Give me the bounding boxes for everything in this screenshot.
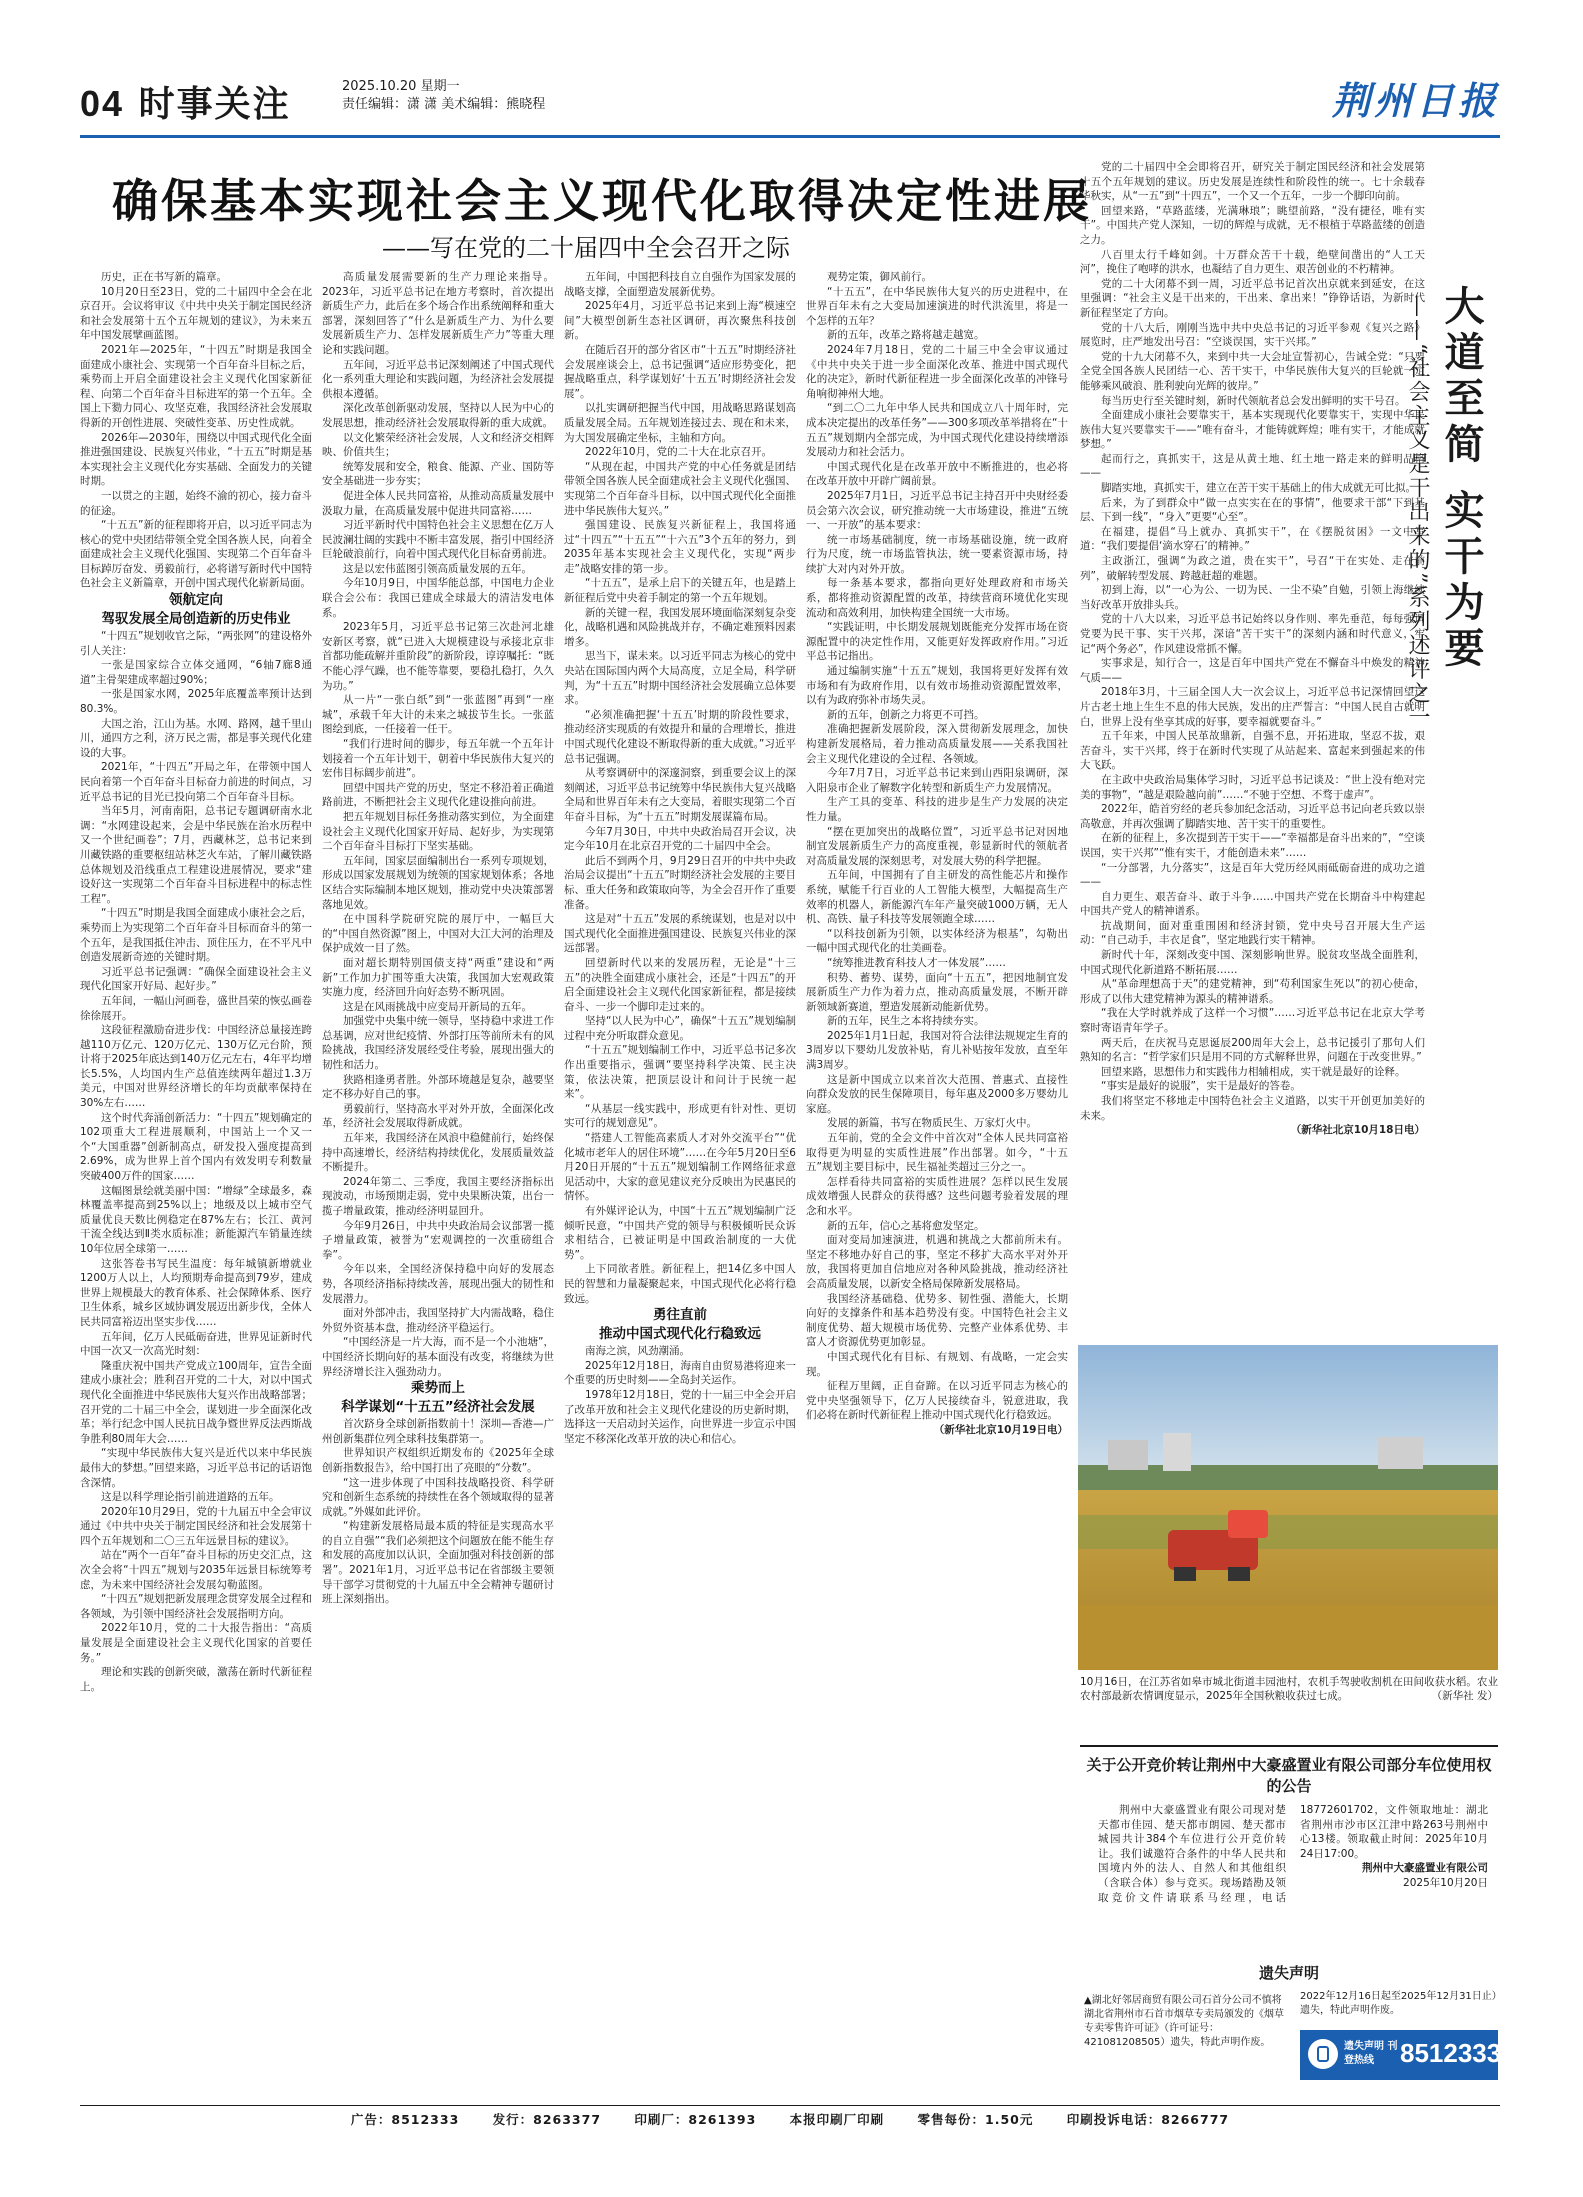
paragraph: “十五五”规划编制工作中，习近平总书记多次作出重要指示，强调“要坚持科学决策、民主决策，依法决策，把顶层设计和问计于民统一起来”。 (564, 1044, 796, 1101)
rice-harvest-photo (1078, 1345, 1498, 1670)
notice-date: 2025年10月20日 (1403, 1876, 1488, 1889)
paragraph: 理论和实践的创新突破，激荡在新时代新征程上。 (80, 1666, 312, 1693)
paragraph: 习近平总书记强调：“确保全面建设社会主义现代化国家开好局、起好步。” (80, 965, 312, 993)
paragraph: 这个时代奔涌创新活力：“十四五”规划确定的102项重大工程进展顺利，中国站上一个又一个“大国重器”创新制高点，研发投入强度提高到2.69%，成为世界上首个国内有效发明专利数量突破400万件的国家…… (80, 1111, 312, 1183)
paragraph: 南海之滨，风劲潮涌。 (585, 1345, 690, 1358)
paragraph: 中国式现代化是在改革开放中不断推进的，也必将在改革开放中开辟广阔前景。 (806, 460, 1068, 488)
paragraph: 五年间，习近平总书记深刻阐述了中国式现代化一系列重大理论和实践问题，为经济社会发展提供根本遵循。 (322, 358, 554, 400)
paragraph: 每一条基本要求，都指向更好处理政府和市场关系，都将推动资源配置的改革，持续营商环境优化实现流动和高效利用，加快构建全国统一大市场。 (806, 577, 1068, 619)
section-2-title-b: 科学谋划“十五五”经济社会发展 (341, 1399, 535, 1416)
paragraph: 狭路相逢勇者胜。外部环境越是复杂，越要坚定不移办好自己的事。 (322, 1073, 554, 1101)
paragraph: “十五五”，在中华民族伟大复兴的历史进程中，在世界百年未有之大变局加速演进的时代洪流里，将是一个怎样的五年？ (806, 285, 1068, 327)
transfer-notice (1080, 1745, 1498, 1957)
paragraph: 1978年12月18日，党的十一届三中全会开启了改革开放和社会主义现代化建设的历史新时期，选择这一天启动封关运作，向世界进一步宣示中国坚定不移深化改革开放的决心和信心。 (564, 1388, 796, 1445)
page-number: 04 (80, 83, 125, 124)
paragraph: 这是以科学理论指引前进道路的五年。 (101, 1491, 280, 1504)
paragraph: 每当历史行至关键时刻，新时代领航者总会发出鲜明的实干号召。 (1101, 394, 1406, 407)
paragraph: 五千年来，中国人民革故鼎新，自强不息，开拓进取，坚忍不拔，艰苦奋斗，实干兴邦，终于在新时代实现了从站起来、富起来到强起来的伟大飞跃。 (1080, 730, 1425, 772)
series-body (1080, 160, 1425, 1350)
paragraph: 发展的新篇，书写在物质民生、万家灯火中。 (827, 1117, 1037, 1130)
paragraph: 回望来路，“草路蓝缕，光满琳琅”；眺望前路，“没有捷径，唯有实干”。中国共产党人深知，一切的辉煌与成就，无不根植于草路蓝缕的创造之力。 (1080, 204, 1425, 246)
paragraph: “一分部署，九分落实”，这是百年大党历经风雨砥砺奋进的成功之道—— (1080, 861, 1425, 889)
paragraph: “搭建人工智能高素质人才对外交流平台”“优化城市老年人的居住环境”……在今年5月20日至6月20日开展的“十五五”规划编制工作网络征求意见活动中，大家的意见建议充分反映出为民惠民的情怀。 (564, 1132, 796, 1203)
masthead (80, 70, 1500, 130)
paragraph: 2026年—2030年，围绕以中国式现代化全面推进强国建设、民族复兴伟业，“十五五”时期是基本实现社会主义现代化夯实基础、全面发力的关键时期。 (80, 431, 312, 488)
section-2-title-a: 乘势而上 (411, 1380, 465, 1397)
paragraph: 习近平新时代中国特色社会主义思想在亿万人民波澜壮阔的实践中不断丰富发展，指引中国经济巨轮破浪前行，向着中国式现代化目标奋勇前进。 (322, 519, 554, 561)
paragraph: 在福建，提倡“马上就办、真抓实干”，在《摆脱贫困》一文中写道：“我们要提倡‘滴水穿石’的精神。” (1080, 525, 1425, 553)
paragraph: 面对外部冲击，我国坚持扩大内需战略，稳住外贸外资基本盘，推动经济平稳运行。 (322, 1307, 554, 1334)
paragraph: 当年5月，河南南阳，总书记专题调研南水北调：“水网建设起来，会是中华民族在治水历程中又一个世纪画卷”；7月，西藏林芝，总书记来到川藏铁路的重要枢纽站林芝火车站，了解川藏铁路总体规划及沿线重点工程建设进展情况，要求“建设好这一实现第二个百年奋斗目标进程中的标志性工程”。 (80, 805, 312, 905)
paragraph: “十五五”，是承上启下的关键五年，也是踏上新征程后党中央着手制定的第一个五年规划。 (564, 577, 796, 605)
paragraph: “十四五”规划把新发展理念贯穿发展全过程和各领域，为引领中国经济社会发展指明方向。 (80, 1593, 312, 1620)
section-3-title-b: 推动中国式现代化行稳致远 (599, 1326, 761, 1343)
article-signoff: （新华社北京10月19日电） (933, 1423, 1068, 1436)
paragraph: 10月20日至23日，党的二十届四中全会在北京召开。会议将审议《中共中央关于制定国民经济和社会发展第十五个五年规划的建议》，为未来五年中国发展擘画蓝图。 (80, 285, 312, 342)
paragraph: 在主政中央政治局集体学习时，习近平总书记谈及：“世上没有绝对完美的事物”，“越是艰险越向前”……“不驰于空想、不骛于虚声”。 (1080, 773, 1425, 801)
paragraph: “从基层一线实践中，形成更有针对性、更切实可行的规划意见”。 (564, 1102, 796, 1130)
paragraph: 2025年1月1日起，我国对符合法律法规规定生育的3周岁以下婴幼儿发放补贴，育儿补贴按年发放，直至年满3周岁。 (806, 1029, 1068, 1072)
paragraph: “实践证明，中长期发展规划既能充分发挥市场在资源配置中的决定性作用，又能更好发挥政府作用。”习近平总书记指出。 (806, 621, 1068, 663)
paragraph: 2020年10月29日，党的十九届五中全会审议通过《中共中央关于制定国民经济和社会发展第十四个五年规划和二〇三五年远景目标的建议》。 (80, 1505, 312, 1547)
section-name: 时事关注 (138, 84, 291, 125)
paragraph: 大国之治，江山为基。水网、路网，越千里山川，通四方之利，济万民之需，都是事关现代化建设的大事。 (80, 717, 312, 759)
paragraph: 在新的征程上，多次提到苦干实干——“幸福都是奋斗出来的”，“空谈误国，实干兴邦”“惟有实干，才能创造未来”…… (1080, 832, 1425, 859)
paragraph: 通过编制实施“十五五”规划，我国将更好发挥有效市场和有为政府作用，以有效市场推动资源配置效率，以有为政府弥补市场失灵。 (806, 665, 1068, 707)
paragraph: 五年来，我国经济在风浪中稳健前行，始终保持中高速增长，经济结构持续优化，发展质量效益不断提升。 (322, 1132, 554, 1174)
footer-printed-by: 本报印刷厂印刷 (789, 2112, 885, 2127)
paragraph: 深化改革创新驱动发展，坚持以人民为中心的发展思想，推动经济社会发展取得新的重大成就。 (322, 402, 554, 429)
notice-company: 荆州中大豪盛置业有限公司 (1362, 1862, 1488, 1875)
section-1-title-a: 领航定向 (169, 592, 223, 609)
paragraph: 一张是国家水网，2025年底覆盖率预计达到80.3%。 (80, 688, 312, 716)
paragraph: 这是对“十五五”发展的系统谋划，也是对以中国式现代化全面推进强国建设、民族复兴伟业的深远部署。 (564, 913, 796, 955)
lost-notice-item: ▲湖北好邻居商贸有限公司石首分公司不慎将湖北省荆州市石首市烟草专卖局颁发的《烟草专卖零售许可证》（许可证号：421081208505）遗失，特此声明作废。 (1084, 1995, 1284, 2048)
footer-rule (80, 2105, 1500, 2106)
paragraph: 高质量发展需要新的生产力理论来指导。2023年，习近平总书记在地方考察时，首次提出新质生产力，此后在多个场合作出系统阐释和重大部署，深刻回答了“什么是新质生产力、为什么要发展新质生产力、怎样发展新质生产力”等重大理论和实践问题。 (322, 271, 554, 356)
paragraph: 从考察调研中的深邃洞察，到重要会议上的深刻阐述，习近平总书记统筹中华民族伟大复兴战略全局和世界百年未有之大变局，着眼实现第二个百年奋斗目标，为“十五五”时期发展谋篇布局。 (564, 767, 796, 823)
paragraph: 后来，为了到群众中“做一点实实在在的事情”，他要求干部“下到基层、下到一线”，“身入”更要“心至”。 (1080, 496, 1425, 524)
paragraph: 党的二十届四中全会即将召开，研究关于制定国民经济和社会发展第十五个五年规划的建议。历史发展是连续性和阶段性的统一。七十余载春华秋实，从“一五”到“十四五”，一个又一个五年，一步一个脚印向前。 (1080, 161, 1425, 203)
footer-ad: 广告：8512333 (350, 2112, 460, 2127)
paragraph: 新时代十年，深刻改变中国、深刻影响世界。脱贫攻坚战全面胜利，中国式现代化新道路不断拓展…… (1080, 949, 1425, 976)
paragraph: 回望新时代以来的发展历程，无论是“十三五”的决胜全面建成小康社会，还是“十四五”的开启全面建设社会主义现代化国家新征程，都是接续奋斗、一步一个脚印走过来的。 (564, 956, 796, 1013)
editors-line: 责任编辑：潇 潇 美术编辑：熊晓程 (342, 97, 546, 112)
article-column-4 (806, 270, 1068, 2100)
phone-icon (1308, 2039, 1338, 2069)
paragraph: 坚持“以人民为中心”，确保“十五五”规划编制过程中充分听取群众意见。 (564, 1015, 796, 1042)
paragraph: 五年前，党的全会文件中首次对“全体人民共同富裕取得更为明显的实质性进展”作出部署。如今，“十五五”规划主要目标中，民生福祉类超过三分之一。 (806, 1132, 1068, 1174)
paragraph: 今年9月26日，中共中央政治局会议部署一揽子增量政策，被誉为“宏观调控的一次重磅组合拳”。 (322, 1219, 554, 1261)
hotline-number: 8512333 (1400, 2038, 1502, 2068)
paragraph: 自力更生、艰苦奋斗、敢于斗争……中国共产党在长期奋斗中构建起中国共产党人的精神谱系。 (1080, 890, 1425, 918)
paragraph: 加强党中央集中统一领导，坚持稳中求进工作总基调，应对世纪疫情、外部打压等前所未有的风险挑战，我国经济发展经受住考验，展现出强大的韧性和活力。 (322, 1015, 554, 1072)
paragraph: 这是以宏伟蓝图引领高质量发展的五年。 (343, 562, 532, 575)
paragraph: 世界知识产权组织近期发布的《2025年全球创新指数报告》，给中国打出了亮眼的“分数”。 (322, 1447, 554, 1474)
paragraph: 面对超长期特别国债支持“两重”建设和“两新”工作加力扩围等重大决策，我国加大宏观政策实施力度，经济回升向好态势不断巩固。 (322, 956, 554, 999)
paragraph: 这幅图景绘就美丽中国：“增绿”全球最多，森林覆盖率提高到25%以上；地级及以上城市空气质量优良天数比例稳定在87%左右；长江、黄河干流全线达到Ⅱ类水质标准；新能源汽车销量连续10年位居全球第一…… (80, 1184, 312, 1255)
series-title (1405, 285, 1490, 745)
caption-text: 10月16日，在江苏省如皋市城北街道丰园池村，农机手驾驶收割机在田间收获水稻。农业农村部最新农情调度显示，2025年全国秋粮收获过七成。 (1080, 1676, 1498, 1702)
paragraph: “实现中华民族伟大复兴是近代以来中华民族最伟大的梦想。”回望来路，习近平总书记的话语饱含深情。 (80, 1447, 312, 1489)
section-1-title-b: 驾驭发展全局创造新的历史伟业 (101, 611, 291, 628)
newspaper-logo: 荆州日报 (1331, 78, 1500, 123)
article-column-2 (322, 270, 554, 2100)
paragraph: 从“革命理想高于天”的建党精神，到“苟利国家生死以”的初心使命，形成了以伟大建党精神为源头的精神谱系。 (1080, 978, 1425, 1005)
paragraph: “以科技创新为引领，以实体经济为根基”，勾勒出一幅中国式现代化的壮美画卷。 (806, 927, 1068, 955)
paragraph: 一以贯之的主题，始终不渝的初心，接力奋斗的征途。 (80, 489, 312, 517)
paragraph: 怎样看待共同富裕的实质性进展？怎样以民生发展成效增强人民群众的获得感？这些问题考验着发展的理念和水平。 (806, 1175, 1068, 1217)
paragraph: 新的关键一程，我国发展环境面临深刻复杂变化，战略机遇和风险挑战并存，不确定难预料因素增多。 (564, 606, 796, 648)
footer-distribution: 发行：8263377 (492, 2112, 602, 2127)
news-photo (1078, 1345, 1498, 1670)
paragraph: 党的二十大闭幕不到一周，习近平总书记首次出京就来到延安，在这里强调：“社会主义是干出来的，干出来、拿出来！”铮铮话语，为新时代新征程坚定了方向。 (1080, 277, 1425, 319)
paragraph: 面对变局加速演进，机遇和挑战之大都前所未有。坚定不移地办好自己的事，坚定不移扩大高水平对外开放，我国将更加自信地应对各种风险挑战，推动经济社会高质量发展，以新安全格局保障新发展格局。 (806, 1234, 1068, 1290)
paragraph: 站在“两个一百年”奋斗目标的历史交汇点，这次全会将“十四五”规划与2035年远景目标统筹考虑，为未来中国经济社会发展勾勒蓝图。 (80, 1549, 312, 1591)
notice-text: 荆州中大豪盛置业有限公司现对楚天都市佳园、楚天都市朗园、楚天都市城园共计384个车位进行公开竞价转让。我们诚邀符合条件的中华人民共和国境内外的法人、自然人和其他组织（含联合体）参与竞买。现场踏勘及领取竞价文件请联系马经理，电话18772601702，文件领取地址：湖北省荆州市沙市区江津中路263号荆州中心13楼。领取截止时间：2025年10月24日17:00。 (1098, 1804, 1488, 1904)
series-signoff: （新华社北京10月18日电） (1290, 1124, 1425, 1137)
photo-credit: （新华社 发） (1431, 1690, 1498, 1702)
paragraph: 2018年3月，十三届全国人大一次会议上，习近平总书记深情回望这片古老土地上生生不息的伟大民族，发出的庄严誓言：“中国人民自古就明白，世界上没有坐享其成的好事，要幸福就要奋斗。” (1080, 686, 1425, 728)
paragraph: “我在大学时就养成了这样一个习惯”……习近平总书记在北京大学考察时寄语青年学子。 (1080, 1007, 1425, 1035)
paragraph: 这是新中国成立以来首次大范围、普惠式、直接性向群众发放的民生保障项目，每年惠及2000多万婴幼儿家庭。 (806, 1073, 1068, 1115)
paragraph: “事实是最好的说服”，实干是最好的答卷。 (1101, 1080, 1301, 1093)
article-subhead: ——写在党的二十届四中全会召开之际 (382, 234, 790, 262)
paragraph: 促进全体人民共同富裕，从推动高质量发展中汲取力量，在高质量发展中促进共同富裕…… (322, 489, 554, 517)
paragraph: 五年间，一幅山河画卷，盛世昌荣的恢弘画卷徐徐展开。 (80, 994, 312, 1022)
page-footer (80, 2110, 1500, 2128)
paragraph: “我们行进时间的脚步，每五年就一个五年计划接着一个五年计划干，朝着中华民族伟大复兴的宏伟目标阔步前进”。 (322, 738, 554, 780)
paragraph: 八百里太行千峰如剑。十万群众苦干十载，绝壁间凿出的“人工天河”，挽住了咆哮的洪水，也凝结了自力更生、艰苦创业的不朽精神。 (1080, 248, 1425, 276)
paragraph: “十四五”规划收官之际，“两张网”的建设格外引人关注： (80, 630, 312, 657)
paragraph: 回望来路，思想伟力和实践伟力相辅相成，实干就是最好的诠释。 (1101, 1065, 1406, 1078)
paragraph: 起而行之，真抓实干，这是从黄土地、红土地一路走来的鲜明品格—— (1080, 452, 1425, 480)
paragraph: 今年10月9日，中国华能总部，中国电力企业联合会公布：我国已建成全球最大的清洁发电体系。 (322, 577, 554, 619)
section-3-title-a: 勇往直前 (653, 1307, 707, 1324)
paragraph: 今年7月30日，中共中央政治局召开会议，决定今年10月在北京召开党的二十届四中全会。 (564, 825, 796, 853)
paragraph: 五年间，国家层面编制出台一系列专项规划，形成以国家发展规划为统领的国家规划体系；各地区结合实际编制本地区规划，推动党中央决策部署落地见效。 (322, 854, 554, 911)
paragraph: 中国式现代化有目标、有规划、有战略，一定会实现。 (806, 1350, 1068, 1378)
paragraph: “构建新发展格局最本质的特征是实现高水平的自立自强”“我们必须把这个问题放在能不能生存和发展的高度加以认识，全面加强对科技创新的部署”。2021年1月，习近平总书记在省部级主要领导干部学习贯彻党的十九届五中全会精神专题研讨班上深刻指出。 (322, 1520, 554, 1606)
masthead-rule (80, 135, 1500, 138)
paragraph: 五年间，亿万人民砥砺奋进，世界见证新时代中国一次又一次高光时刻： (80, 1330, 312, 1358)
paragraph: 新的五年，信心之基将愈发坚定。 (827, 1219, 985, 1232)
paragraph: 今年7月7日，习近平总书记来到山西阳泉调研，深入阳泉市企业了解数字化转型和新质生产力发展情况。 (806, 767, 1068, 794)
paragraph: 脚踏实地，真抓实干，建立在苦干实干基础上的伟大成就无可比拟。 (1101, 482, 1416, 495)
paragraph: 统筹发展和安全，粮食、能源、产业、国防等安全基础进一步夯实； (322, 460, 554, 488)
paragraph: 新的五年，改革之路将越走越宽。 (827, 329, 985, 342)
photo-caption (1080, 1675, 1498, 1703)
paragraph: 今年以来，全国经济保持稳中向好的发展态势，各项经济指标持续改善，展现出强大的韧性和发展潜力。 (322, 1263, 554, 1305)
paragraph: 这张答卷书写民生温度：每年城镇新增就业1200万人以上，人均预期寿命提高到79岁，建成世界上规模最大的教育体系、社会保障体系、医疗卫生体系，城乡区域协调发展迈出新步伐，全体人民共同富裕迈出坚实步伐…… (80, 1257, 312, 1328)
paragraph: 此后不到两个月，9月29日召开的中共中央政治局会议提出“十五五”时期经济社会发展的主要目标、重大任务和政策取向等，为全会召开作了重要准备。 (564, 854, 796, 911)
paragraph: “统筹推进教育科技人才一体发展”…… (827, 956, 1006, 969)
page-label (80, 76, 291, 127)
paragraph: 以扎实调研把握当代中国，用战略思路谋划高质量发展全局。五年规划连接过去、现在和未来，为大国发展确定坐标，主轴和方向。 (564, 402, 796, 444)
paragraph: 初到上海，以“一心为公、一切为民、一尘不染”自勉，引领上海继续当好改革开放排头兵。 (1080, 584, 1425, 611)
paragraph: 我们将坚定不移地走中国特色社会主义道路，以实干开创更加美好的未来。 (1080, 1095, 1425, 1122)
paragraph: 2025年7月1日，习近平总书记主持召开中央财经委员会第六次会议，研究推动统一大市场建设，推进“五统一、一开放”的基本要求： (806, 489, 1068, 532)
series-sub-title: ——“社会主义是干出来的”系列述评之一 (1405, 295, 1430, 730)
paragraph: 抗战期间，面对重重围困和经济封锁，党中央号召开展大生产运动：“自己动手，丰衣足食”，坚定地践行实干精神。 (1080, 919, 1425, 947)
lost-notice-item-2: 2022年12月16日起至2025年12月31日止）遗失，特此声明作废。 (1300, 1991, 1497, 2016)
article-column-1 (80, 270, 312, 2100)
hotline-banner (1300, 2030, 1502, 2080)
paragraph: 新的五年，民生之本将持续夯实。 (827, 1015, 985, 1028)
notice-title: 关于公开竞价转让荆州中大豪盛置业有限公司部分车位使用权的公告 (1086, 1756, 1492, 1795)
article-column-3 (564, 270, 796, 2100)
paragraph: 征程万里阔，正自奋蹄。在以习近平同志为核心的党中央坚强领导下，亿万人民接续奋斗，锐意进取，我们必将在新时代新征程上推动中国式现代化行稳致远。 (806, 1380, 1068, 1422)
paragraph: 有外媒评论认为，中国“十五五”规划编制广泛倾听民意，“中国共产党的领导与积极倾听民众诉求相结合，已被证明是中国政治制度的一大优势”。 (564, 1205, 796, 1261)
paragraph: 2021年，“十四五”开局之年，在带领中国人民向着第一个百年奋斗目标奋力前进的时间点，习近平总书记的目光已投向第二个百年奋斗目标。 (80, 761, 312, 803)
paragraph: 新的五年，创新之力将更不可挡。 (827, 708, 985, 721)
paragraph: 准确把握新发展阶段，深入贯彻新发展理念，加快构建新发展格局，着力推动高质量发展——关系我国社会主义现代化建设的全过程、各领域。 (806, 723, 1068, 765)
paragraph: “十五五”新的征程即将开启，以习近平同志为核心的党中央团结带领全党全国各族人民，向着全面建成社会主义现代化强国、实现第二个百年奋斗目标踔厉奋发、勇毅前行，必将谱写新时代中国特色社会主义新篇章，开创中国式现代化崭新局面。 (80, 519, 312, 590)
paragraph: 统一市场基础制度，统一市场基础设施，统一政府行为尺度，统一市场监管执法，统一要素资源市场，持续扩大对内对外开放。 (806, 533, 1068, 575)
paragraph: “必须准确把握‘十五五’时期的阶段性要求，推动经济实现质的有效提升和量的合理增长，推进中国式现代化建设不断取得新的重大成就。”习近平总书记强调。 (564, 708, 796, 765)
paragraph: 党的十八大以来，习近平总书记始终以身作则、率先垂范，每每强调党要为民干事、实干兴邦，深谙“苦干实干”的深刻内涵和时代意义，牢记“两个务必”，作风建设常抓不懈。 (1080, 613, 1425, 655)
paragraph: 五年间，中国把科技自立自强作为国家发展的战略支撑，全面塑造发展新优势。 (564, 271, 796, 298)
paragraph: 一张是国家综合立体交通网，“6轴7廊8通道”主骨架建成率超过90%； (80, 659, 312, 686)
paragraph: 2024年第二、三季度，我国主要经济指标出现波动，市场预期走弱，党中央果断决策，出台一揽子增量政策，推动经济明显回升。 (322, 1175, 554, 1217)
paragraph: 观势定策，御风前行。 (827, 271, 932, 283)
paragraph: “到二〇二九年中华人民共和国成立八十周年时，完成本决定提出的改革任务”——300多项改革举措将在“十五五”规划期内全部完成，为中国式现代化建设持续增添发展动力和社会活力。 (806, 402, 1068, 459)
issue-date: 2025.10.20 星期一 (342, 79, 460, 94)
paragraph: 全面建成小康社会要靠实干，基本实现现代化要靠实干，实现中华民族伟大复兴要靠实干——“唯有奋斗，才能铸就辉煌；唯有实干，才能成就梦想。” (1080, 409, 1425, 451)
lost-notice-title: 遗失声明 (1258, 1964, 1319, 1982)
hotline-label: 遗失声明 刊登热线 (1344, 2041, 1398, 2066)
paragraph: 我国经济基础稳、优势多、韧性强、潜能大，长期向好的支撑条件和基本趋势没有变。中国特色社会主义制度优势、超大规模市场优势、完整产业体系优势、丰富人才资源优势更加彰显。 (806, 1292, 1068, 1349)
paragraph: 2022年10月，党的二十大在北京召开。 (585, 446, 773, 459)
paragraph: 把五年规划目标任务推动落实到位，为全面建设社会主义现代化国家开好局、起好步，为实现第二个百年奋斗目标打下坚实基础。 (322, 810, 554, 853)
paragraph: 实事求是，知行合一，这是百年中国共产党在不懈奋斗中焕发的精神气质—— (1080, 657, 1425, 684)
paragraph: 思当下，谋未来。以习近平同志为核心的党中央站在国际国内两个大局高度，立足全局，科学研判，为“十五五”时期中国经济社会发展确立总体要求。 (564, 650, 796, 707)
paragraph: 党的十八大后，刚刚当选中共中央总书记的习近平参观《复兴之路》展览时，庄严地发出号召：“空谈误国，实干兴邦。” (1080, 321, 1425, 349)
paragraph: “摆在更加突出的战略位置”，习近平总书记对因地制宜发展新质生产力的高度重视，彰显新时代的领航者对高质量发展的深刻思考，对发展大势的科学把握。 (806, 825, 1068, 867)
paragraph: “从现在起，中国共产党的中心任务就是团结带领全国各族人民全面建成社会主义现代化强国、实现第二个百年奋斗目标，以中国式现代化全面推进中华民族伟大复兴。” (564, 460, 796, 517)
paragraph: 生产工具的变革、科技的进步是生产力发展的决定性力量。 (806, 796, 1068, 823)
footer-price: 零售每份：1.50元 (917, 2112, 1034, 2127)
paragraph: 以文化繁荣经济社会发展，人文和经济交相辉映、价值共生； (322, 431, 554, 459)
paragraph: 从一片“一张白纸”到“一张蓝图”再到“一座城”，承载千年大计的未来之城拔节生长。一张蓝图绘到底，一任接着一任干。 (322, 694, 554, 736)
footer-complaint: 印刷投诉电话：8266777 (1066, 2112, 1230, 2127)
paragraph: “这一进步体现了中国科技战略投资、科学研究和创新生态系统的持续性在各个领域取得的显著成就。”外媒如此评价。 (322, 1476, 554, 1518)
paragraph: 在随后召开的部分省区市“十五五”时期经济社会发展座谈会上，总书记强调“适应形势变化，把握战略重点，科学谋划好‘十五五’时期经济社会发展”。 (564, 343, 796, 400)
paragraph: 勇毅前行，坚持高水平对外开放，全面深化改革，经济社会发展取得新成就。 (322, 1102, 554, 1130)
paragraph: 历史，正在书写新的篇章。 (101, 271, 227, 283)
paragraph: 2025年4月，习近平总书记来到上海“模速空间”大模型创新生态社区调研，再次聚焦科技创新。 (564, 300, 796, 342)
paragraph: 首次跻身全球创新指数前十！深圳—香港—广州创新集群位列全球科技集群第一。 (322, 1418, 554, 1445)
paragraph: 2023年5月，习近平总书记第三次赴河北雄安新区考察，就“已进入大规模建设与承接北京非首都功能疏解并重阶段”的新阶段，谆谆嘱托：“既不能心浮气躁，也不能等靠要，要稳扎稳打，久久为功。” (322, 621, 554, 692)
notice-body (1098, 1803, 1488, 1905)
paragraph: 2024年7月18日，党的二十届三中全会审议通过《中共中央关于进一步全面深化改革、推进中国式现代化的决定》，新时代新征程进一步全面深化改革的冲锋号角响彻神州大地。 (806, 343, 1068, 400)
paragraph: 这段征程激励奋进步伐：中国经济总量接连跨越110万亿元、120万亿元、130万亿元台阶，预计将于2025年底达到140万亿元左右，4年平均增长5.5%，人均国内生产总值连续两年超过1.3万美元，中国对世界经济增长的年均贡献率保持在30%左右…… (80, 1024, 312, 1110)
paragraph: 党的十九大闭幕不久，来到中共一大会址宣誓初心，告诫全党：“只要全党全国各族人民团结一心、苦干实干，中华民族伟大复兴的巨轮就一定能够乘风破浪、胜利驶向光辉的彼岸。” (1080, 350, 1425, 392)
paragraph: 上下同欲者胜。新征程上，把14亿多中国人民的智慧和力量凝聚起来，中国式现代化必将行稳致远。 (564, 1263, 796, 1305)
paragraph: 回望中国共产党的历史，坚定不移沿着正确道路前进，不断把社会主义现代化建设推向前进。 (322, 781, 554, 809)
paragraph: 2021年—2025年，“十四五”时期是我国全面建成小康社会、实现第一个百年奋斗目标之后，乘势而上开启全面建设社会主义现代化国家新征程、向第二个百年奋斗目标进军的第一个五年。全国上下勠力同心、攻坚克难，我国经济社会发展取得新的开创性进展、突破性变革、历史性成就。 (80, 343, 312, 429)
paragraph: 2022年10月，党的二十大报告指出：“高质量发展是全面建设社会主义现代化国家的首要任务。” (80, 1622, 312, 1664)
paragraph: 强国建设、民族复兴新征程上，我国将通过“十四五”“十五五”“十六五”3个五年的努力，到2035年基本实现社会主义现代化，实现“两步走”战略安排的第一步。 (564, 519, 796, 575)
article-headline: 确保基本实现社会主义现代化取得决定性进展 (112, 174, 1092, 228)
paragraph: 这是在风雨挑战中应变局开新局的五年。 (343, 1000, 532, 1013)
paragraph: 五年间，中国拥有了自主研发的高性能芯片和操作系统，赋能千行百业的人工智能大模型，大幅提高生产效率的机器人，新能源汽车年产量突破1000万辆，无人机、高铁、量子科技等发展领跑全球…… (806, 869, 1068, 926)
paragraph: “中国经济是一片大海，而不是一个小池塘”，中国经济长期向好的基本面没有改变，将继续为世界经济增长注入强劲动力。 (322, 1336, 554, 1378)
series-main-title: 大道至简 实干为要 (1438, 285, 1485, 673)
paragraph: 2025年12月18日，海南自由贸易港将迎来一个重要的历史时刻——全岛封关运作。 (564, 1359, 796, 1387)
paragraph: 2022年，皓首穷经的老兵参加纪念活动，习近平总书记向老兵致以崇高敬意，并再次强调了脚踏实地、苦干实干的重要性。 (1080, 803, 1425, 830)
paragraph: “十四五”时期是我国全面建成小康社会之后，乘势而上为实现第二个百年奋斗目标而奋斗的第一个五年，是我国抵住冲击、顶住压力，在不平凡中创造发展新奇迹的关键时期。 (80, 907, 312, 964)
paragraph: 隆重庆祝中国共产党成立100周年，宣告全面建成小康社会；胜利召开党的二十大，对以中国式现代化全面推进中华民族伟大复兴作出战略部署；召开党的二十届三中全会，谋划进一步全面深化改革；举行纪念中国人民抗日战争暨世界反法西斯战争胜利80周年大会…… (80, 1359, 312, 1445)
issue-info (342, 78, 545, 114)
paragraph: 主政浙江，强调“为政之道，贵在实干”，号召“干在实处、走在前列”，破解转型发展、跨越赶超的难题。 (1080, 555, 1425, 582)
paragraph: 积势、蓄势、谋势，面向“十五五”，把因地制宜发展新质生产力作为着力点，推动高质量发展，不断开辟新领域新赛道，塑造发展新动能新优势。 (806, 971, 1068, 1013)
footer-printing: 印刷厂：8261393 (634, 2112, 757, 2127)
paragraph: 两天后，在庆祝马克思诞辰200周年大会上，总书记援引了那句人们熟知的名言：“哲学家们只是用不同的方式解释世界，问题在于改变世界。” (1080, 1036, 1425, 1064)
paragraph: 在中国科学院研究院的展厅中，一幅巨大的“中国自然资源”图上，中国对大江大河的治理及保护成效一目了然。 (322, 913, 554, 955)
